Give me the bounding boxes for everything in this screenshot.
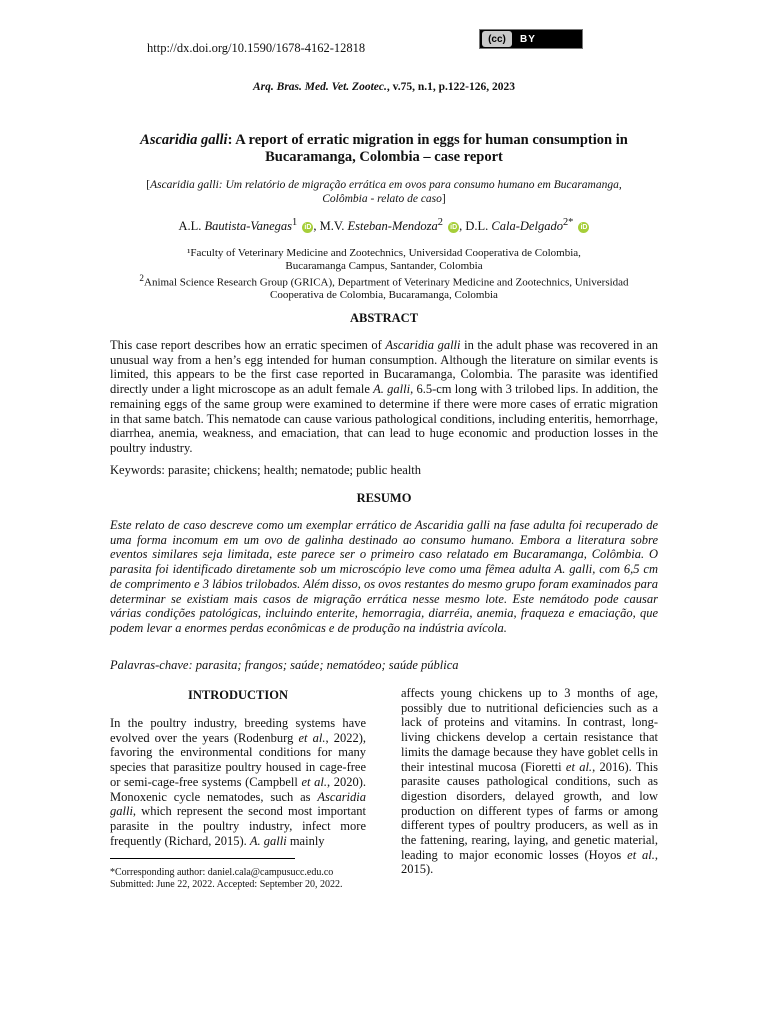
orcid-icon[interactable]: iD <box>580 224 588 232</box>
journal-name: Arq. Bras. Med. Vet. Zootec. <box>253 81 387 93</box>
affiliation-1-cont: Bucaramanga Campus, Santander, Colombia <box>285 259 483 272</box>
abstract-text: This case report describes how an erratic specimen of Ascaridia galli in the adult phase was recovered in an unusual way from a hen’s egg intended for human consumption. Although the literature on similar events is limited, this appears to be the first case reported in Bucaramanga, Colombia. The parasite was identified directly under a light microscope as an adult female A. galli, 6.5-cm long with 3 trilobed lips. In addition, the remaining eggs of the same group were examined to determine if there were more cases of erratic migration in that same batch. This nematode can cause various pathological conditions, including enteritis, hemorrhage, diarrhea, anemia, weakness, and emaciation, that can lead to huge economic and production losses in the poultry industry. <box>110 338 658 455</box>
abstract-keywords: Keywords: parasite; chickens; health; nematode; public health <box>110 463 422 477</box>
resumo-text: Este relato de caso descreve como um exemplar errático de Ascaridia galli na fase adulta foi recuperado de uma forma incomum em um ovo de galinha destinado ao consumo humano. Embora a literatura sobre eventos similares seja limitada, este parece ser o primeiro caso relatado em Bucaramanga, Colômbia. O parasita foi identificado diretamente sob um microscópio leve como uma fêmea adulta A. galli, com 6,5 cm de comprimento e 3 lábios trilobados. Além disso, os ovos restantes do mesmo grupo foram examinados para determinar se existiam mais casos de migração errática nesse mesmo lote. Este nemátodo pode causar várias condições patológicas, incluindo enterite, hemorragia, diarréia, anemia, fraqueza e emaciação, que podem levar a enormes perdas econômicas e de produção na indústria avícola. <box>110 518 658 635</box>
introduction-column-1: In the poultry industry, breeding systems have evolved over the years (Rodenburg et al., 2022), favoring the environmental conditions for many species that parasitize poultry housed in cage-free or semi-cage-free systems (Campbell et al., 2020). Monoxenic cycle nematodes, such as Ascaridia galli, which represent the second most important parasite in the poultry industry, infect more frequently (Richard, 2015). A. galli mainly <box>110 716 366 848</box>
submission-dates: Submitted: June 22, 2022. Accepted: September 20, 2022. <box>110 879 343 890</box>
author-name: Cala-Delgado <box>491 219 563 234</box>
affiliations <box>110 247 658 302</box>
corresponding-author: *Corresponding author: daniel.cala@campusucc.edu.co <box>110 867 334 878</box>
cc-license-badge[interactable] <box>479 29 583 49</box>
affiliation-2-cont: Cooperativa de Colombia, Bucaramanga, Colombia <box>270 289 498 302</box>
paper-subtitle: [Ascaridia galli: Um relatório de migração errática em ovos para consumo humano em Bucaramanga, Colômbia - relato de caso] <box>146 179 622 205</box>
orcid-icon[interactable]: iD <box>304 224 312 232</box>
introduction-heading: INTRODUCTION <box>187 688 288 702</box>
journal-citation <box>0 81 768 93</box>
cc-icon: (cc) <box>482 31 512 47</box>
title-rest: : A report of erratic migration in eggs for human consumption in Bucaramanga, Colombia – case report <box>227 132 628 165</box>
resumo-heading: RESUMO <box>356 491 412 505</box>
license-type: BY <box>520 33 536 45</box>
footnote-divider <box>110 858 295 859</box>
author-name: Bautista-Vanegas <box>204 219 293 234</box>
abstract-heading: ABSTRACT <box>349 311 419 325</box>
author-list: A.L. Bautista-Vanegas$^1$ iD , M.V. Esteban-Mendoza$^2$ iD , D.L. Cala-Delgado$^{2*}$ iD <box>178 217 588 234</box>
orcid-icon[interactable]: iD <box>450 224 458 232</box>
affiliation-1: ¹Faculty of Veterinary Medicine and Zootechnics, Universidad Cooperativa de Colombia, <box>187 247 581 259</box>
journal-issue: , v.75, n.1, p.122-126, 2023 <box>386 81 515 93</box>
author-name: Esteban-Mendoza <box>347 219 438 234</box>
title-species: Ascaridia galli <box>140 132 228 148</box>
resumo-keywords: Palavras-chave: parasita; frangos; saúde; nematódeo; saúde pública <box>110 658 459 672</box>
introduction-column-2: affects young chickens up to 3 months of age, possibly due to nutritional deficiencies such as a lack of proteins and vitamins. In contrast, long-living chickens develop a certain resistance that limits the damage because they have goblet cells in their intestinal mucosa (Fioretti et al., 2016). This parasite causes pathological conditions, such as digestion disorders, delayed growth, and low production on different types of farms or among different types of poultry producers, as well as in the fattening, rearing, laying, and genetic material, leading to major economic losses (Hoyos et al., 2015). <box>401 686 659 877</box>
doi-link[interactable]: http://dx.doi.org/10.1590/1678-4162-12818 <box>147 41 366 55</box>
affiliation-2: $^2$Animal Science Research Group (GRICA), Department of Veterinary Medicine and Zootechnics, Universidad <box>139 273 629 289</box>
paper-title <box>120 132 648 166</box>
